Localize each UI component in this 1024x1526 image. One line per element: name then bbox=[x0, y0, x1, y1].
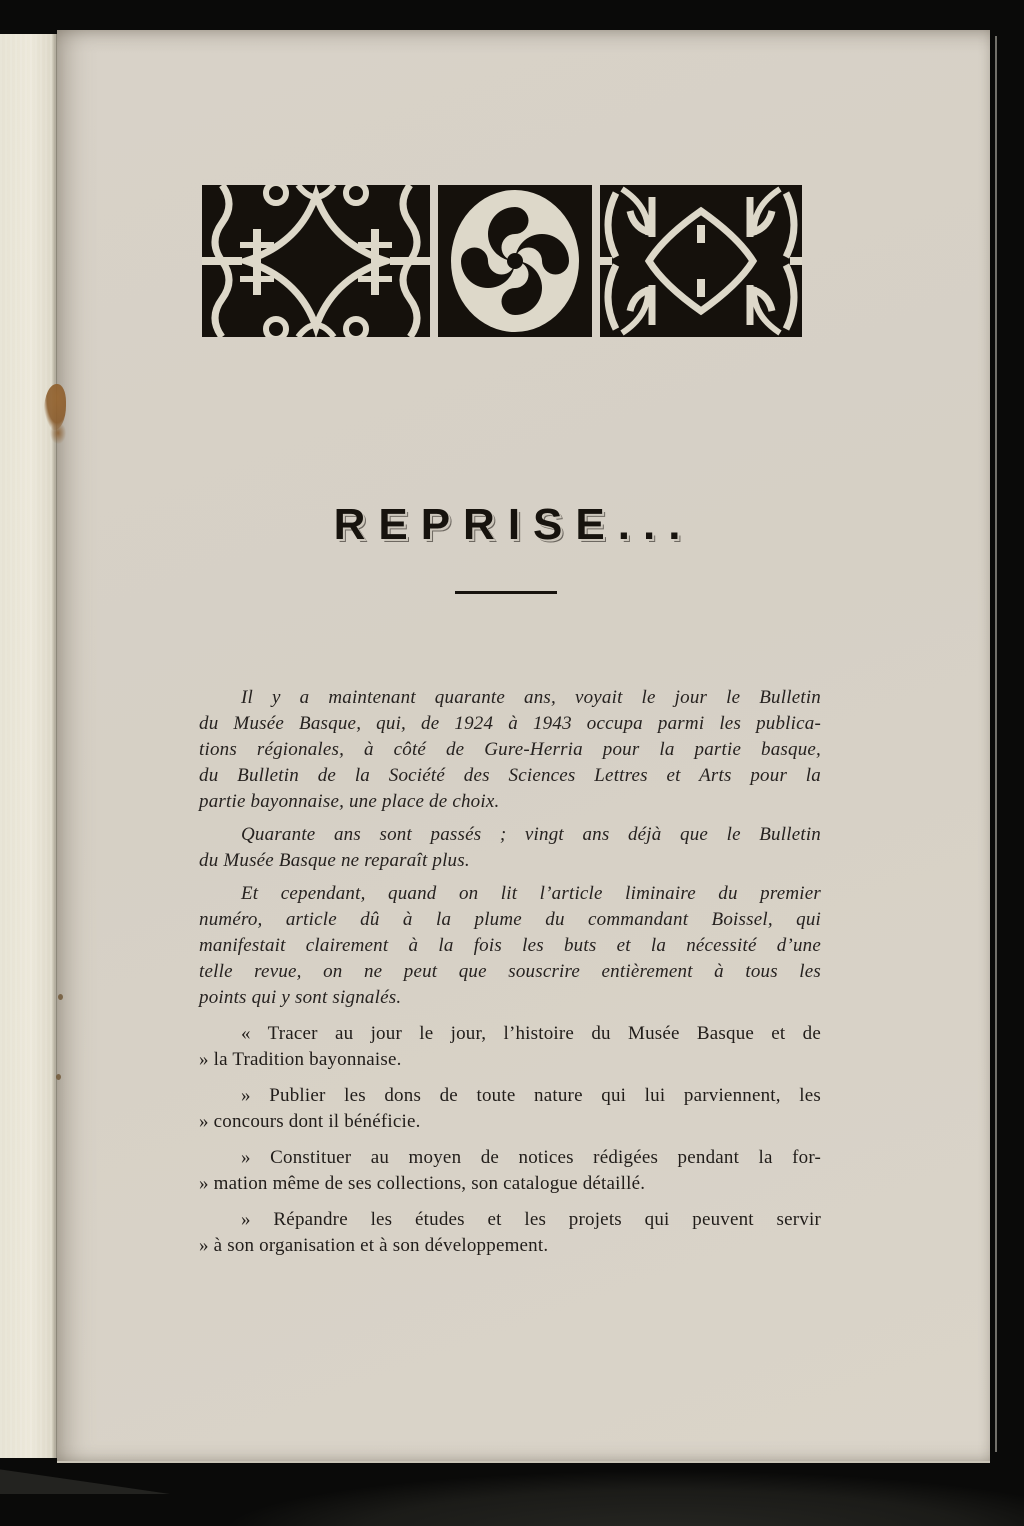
paragraph bbox=[199, 685, 821, 815]
text-line: » la Tradition bayonnaise. bbox=[199, 1049, 402, 1070]
text-line: telle revue, on ne peut que souscrire entièrement à tous les bbox=[199, 961, 821, 982]
paragraph bbox=[199, 1207, 821, 1259]
text-line: du Musée Basque ne reparaît plus. bbox=[199, 850, 470, 871]
text-line: » à son organisation et à son développement. bbox=[199, 1235, 549, 1256]
book-gutter-page-edge bbox=[0, 34, 58, 1458]
text-line: » Répandre les études et les projets qui peuvent servir bbox=[241, 1209, 821, 1230]
text-line: » Constituer au moyen de notices rédigées pendant la for- bbox=[241, 1147, 821, 1168]
text-line: du Musée Basque, qui, de 1924 à 1943 occupa parmi les publica- bbox=[199, 713, 821, 734]
gutter-stain-small bbox=[50, 422, 66, 444]
lauburu-icon bbox=[438, 185, 592, 337]
title-rule bbox=[455, 591, 557, 594]
text-line: Et cependant, quand on lit l’article liminaire du premier bbox=[241, 883, 821, 904]
text-line: » concours dont il bénéficie. bbox=[199, 1111, 421, 1132]
scanner-cradle-shadow-left bbox=[0, 1466, 170, 1494]
text-line: points qui y sont signalés. bbox=[199, 987, 402, 1008]
text-line: numéro, article dû à la plume du commandant Boissel, qui bbox=[199, 909, 821, 930]
ornament-left-panel bbox=[202, 185, 430, 337]
text-block bbox=[199, 685, 821, 1259]
text-line: manifestait clairement à la fois les buts et la nécessité d’une bbox=[199, 935, 821, 956]
book-page bbox=[57, 30, 990, 1463]
text-line: partie bayonnaise, une place de choix. bbox=[199, 791, 500, 812]
paragraph bbox=[199, 1083, 821, 1135]
paragraph bbox=[199, 1145, 821, 1197]
page-title: REPRISE... bbox=[333, 500, 694, 549]
sewing-hole bbox=[58, 994, 63, 1000]
page-thickness-edge bbox=[995, 36, 997, 1452]
text-line: du Bulletin de la Société des Sciences Lettres et Arts pour la bbox=[199, 765, 821, 786]
paragraph bbox=[199, 881, 821, 1011]
scanner-cradle-shadow bbox=[230, 1462, 1024, 1526]
ornament-svg bbox=[202, 185, 802, 337]
paragraph bbox=[199, 1021, 821, 1073]
text-line: » Publier les dons de toute nature qui lui parviennent, les bbox=[241, 1085, 821, 1106]
text-line: tions régionales, à côté de Gure-Herria pour la partie basque, bbox=[199, 739, 821, 760]
text-line: » mation même de ses collections, son catalogue détaillé. bbox=[199, 1173, 646, 1194]
text-line: Quarante ans sont passés ; vingt ans déjà que le Bulletin bbox=[241, 824, 821, 845]
ornament-right-panel bbox=[600, 185, 802, 337]
text-line: « Tracer au jour le jour, l’histoire du Musée Basque et de bbox=[241, 1023, 821, 1044]
sewing-hole bbox=[56, 1074, 61, 1080]
text-line: Il y a maintenant quarante ans, voyait le jour le Bulletin bbox=[241, 687, 821, 708]
woodcut-ornament-band bbox=[202, 185, 802, 337]
paragraph bbox=[199, 822, 821, 874]
